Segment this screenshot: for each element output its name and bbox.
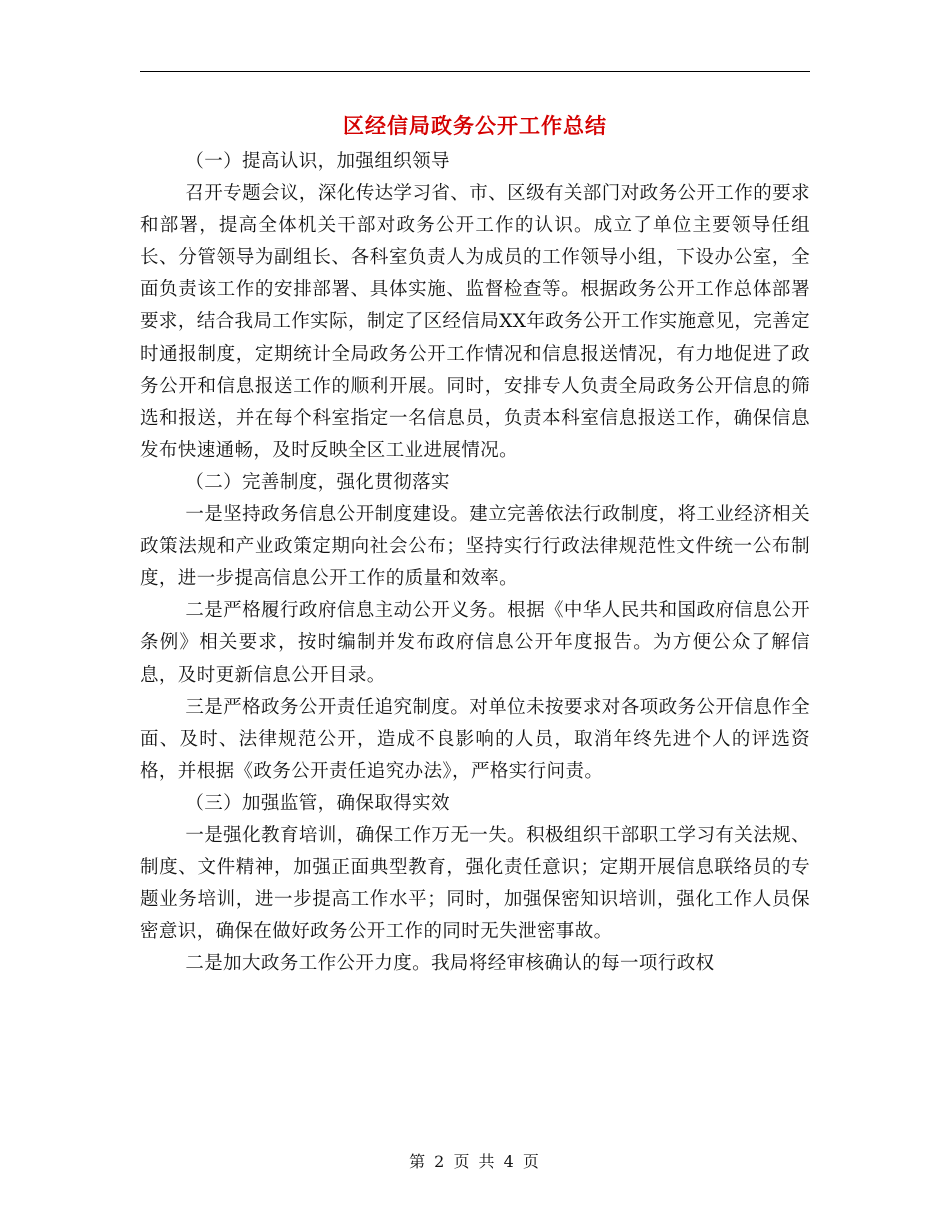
paragraph: 一是强化教育培训，确保工作万无一失。积极组织干部职工学习有关法规、制度、文件精神，加强正面典型教育，强化责任意识；定期开展信息联络员的专题业务培训，进一步提高工作水平；同时，加强保密知识培训，强化工作人员保密意识，确保在做好政务公开工作的同时无失泄密事故。 — [140, 824, 810, 943]
document-title: 区经信局政务公开工作总结 — [343, 113, 607, 138]
section-heading-2: （二）完善制度，强化贯彻落实 — [185, 471, 450, 493]
paragraph: 二是加大政务工作公开力度。我局将经审核确认的每一项行政权 — [185, 953, 715, 975]
document-body — [140, 146, 810, 980]
header-rule — [140, 71, 810, 72]
page-number: 第 2 页 共 4 页 — [409, 1152, 541, 1171]
paragraph: 召开专题会议，深化传达学习省、市、区级有关部门对政务公开工作的要求和部署，提高全体机关干部对政务公开工作的认识。成立了单位主要领导任组长、分管领导为副组长、各科室负责人为成员的工作领导小组，下设办公室，全面负责该工作的安排部署、具体实施、监督检查等。根据政务公开工作总体部署要求，结合我局工作实际，制定了区经信局XX年政务公开工作实施意见，完善定时通报制度，定期统计全局政务公开工作情况和信息报送情况，有力地促进了政务公开和信息报送工作的顺利开展。同时，安排专人负责全局政务公开信息的筛选和报送，并在每个科室指定一名信息员，负责本科室信息报送工作，确保信息发布快速通畅，及时反映全区工业进展情况。 — [140, 183, 810, 461]
paragraph: 一是坚持政务信息公开制度建设。建立完善依法行政制度，将工业经济相关政策法规和产业政策定期向社会公布；坚持实行行政法律规范性文件统一公布制度，进一步提高信息公开工作的质量和效率。 — [140, 504, 810, 590]
paragraph: 二是严格履行政府信息主动公开义务。根据《中华人民共和国政府信息公开条例》相关要求，按时编制并发布政府信息公开年度报告。为方便公众了解信息，及时更新信息公开目录。 — [140, 600, 810, 686]
section-heading-1: （一）提高认识，加强组织领导 — [185, 151, 450, 172]
section-heading-3: （三）加强监管，确保取得实效 — [185, 792, 450, 814]
paragraph: 三是严格政务公开责任追究制度。对单位未按要求对各项政务公开信息作全面、及时、法律规范公开，造成不良影响的人员，取消年终先进个人的评选资格，并根据《政务公开责任追究办法》，严格实行问责。 — [140, 696, 810, 782]
